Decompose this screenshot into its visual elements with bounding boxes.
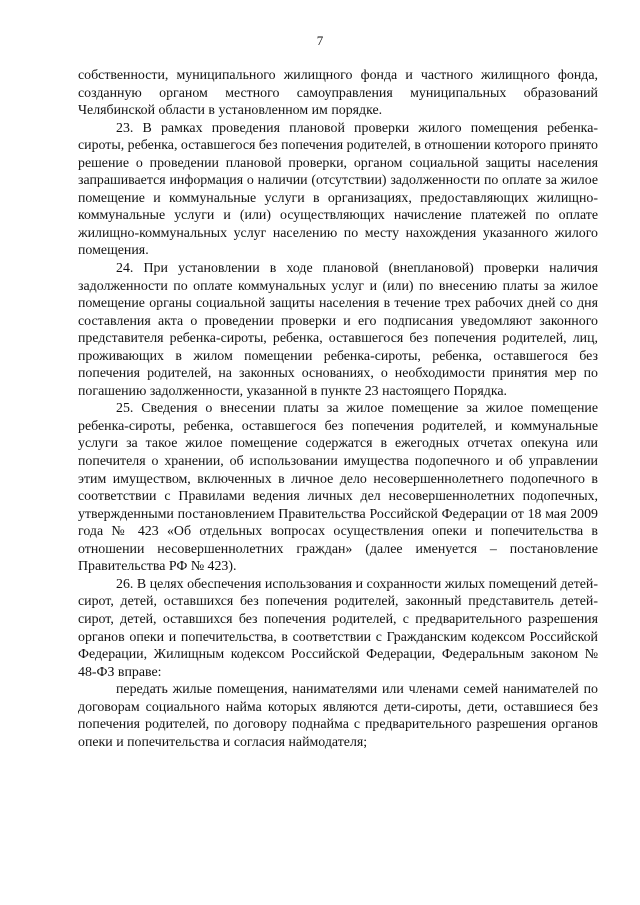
- paragraph-25: 25. Сведения о внесении платы за жилое помещение за жилое помещение ребенка-сироты, ребенка, оставшегося без попечения родителей, и коммунальные услуги за такое жилое помещение содержатся в ежегодных отчетах опекуна или попечителя о хранении, об использовании имущества подопечного и об управлении этим имуществом, включенных в личное дело несовершеннолетнего подопечного в соответствии с Правилами ведения личных дел несовершеннолетних подопечных, утвержденными постановлением Правительства Российской Федерации от 18 мая 2009 года № 423 «Об отдельных вопросах осуществления опеки и попечительства в отношении несовершеннолетних граждан» (далее именуется – постановление Правительства РФ № 423).: [78, 401, 598, 575]
- paragraph-23: 23. В рамках проведения плановой проверки жилого помещения ребенка-сироты, ребенка, оставшегося без попечения родителей, в отношении которого принято решение о проведении плановой проверки, органом социальной защиты населения запрашивается информация о наличии (отсутствии) задолженности по оплате за жилое помещение и коммунальные услуги в организациях, предоставляющих жилищно-коммунальные услуги и (или) осуществляющих начисление платежей по оплате жилищно-коммунальных услуг населению по месту нахождения указанного жилого помещения.: [78, 120, 598, 259]
- paragraph-continuation: собственности, муниципального жилищного фонда и частного жилищного фонда, созданную органом местного самоуправления муниципальных образований Челябинской области в установленном им порядке.: [78, 68, 598, 119]
- page-number: 7: [316, 33, 324, 48]
- paragraph-26: 26. В целях обеспечения использования и сохранности жилых помещений детей-сирот, детей, оставшихся без попечения родителей, законный представитель детей-сирот, детей, оставшихся без попечения родителей, с предварительного разрешения органов опеки и попечительства, в соответствии с Гражданским кодексом Российской Федерации, Жилищным кодексом Российской Федерации, Федеральным законом № 48-ФЗ вправе:: [78, 576, 598, 680]
- document-body: [78, 67, 598, 751]
- paragraph-24: 24. При установлении в ходе плановой (внеплановой) проверки наличия задолженности по оплате коммунальных услуг и (или) по внесению платы за жилое помещение органы социальной защиты населения в течение трех рабочих дней со дня составления акта о проведении проверки и его подписания уведомляют законного представителя ребенка-сироты, ребенка, оставшегося без попечения родителей, лиц, проживающих в жилом помещении ребенка-сироты, ребенка, оставшегося без попечения родителей, на законных основаниях, о необходимости принятия мер по погашению задолженности, указанной в пункте 23 настоящего Порядка.: [78, 261, 598, 399]
- paragraph-26-item-1: передать жилые помещения, нанимателями или членами семей нанимателей по договорам социального найма которых являются дети-сироты, дети, оставшиеся без попечения родителей, по договору поднайма с предварительного разрешения органов опеки и попечительства и согласия наймодателя;: [78, 682, 598, 750]
